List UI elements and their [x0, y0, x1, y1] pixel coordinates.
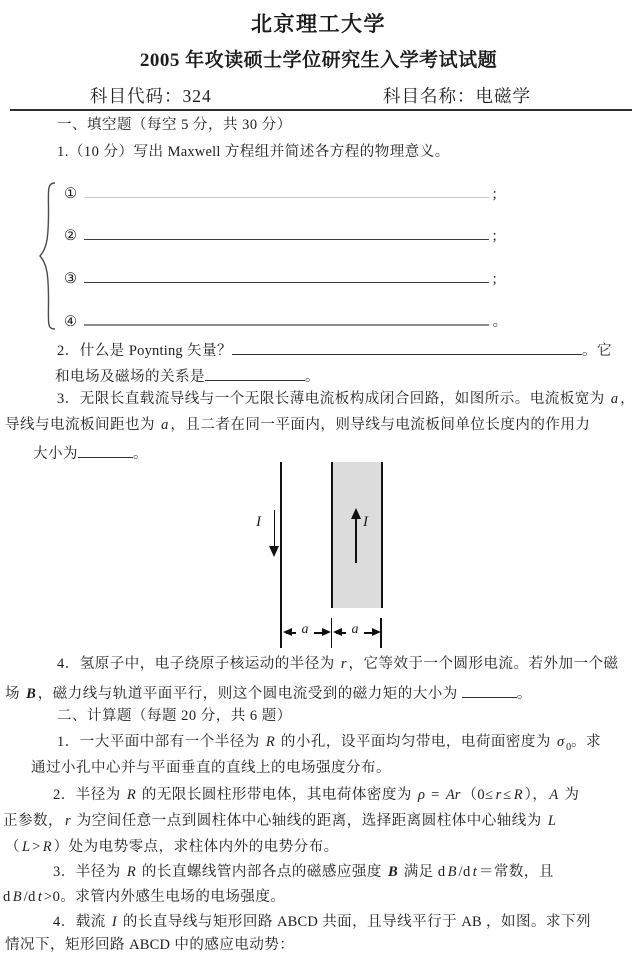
text-segment: 的无限长圆柱形带电体，其电荷体密度为 [137, 787, 416, 803]
header-divider [10, 109, 632, 111]
subject-name-label: 科目名称：电磁学 [383, 86, 531, 106]
text-segment: R [513, 787, 523, 803]
text-segment: 。 [133, 446, 148, 462]
blank-underline [78, 441, 133, 458]
text-segment: A [549, 787, 559, 803]
dim-arrowhead-icon [322, 628, 331, 636]
text-segment: 。求 [571, 734, 602, 750]
text-segment: AB [461, 914, 482, 930]
item-number: ④ [64, 314, 78, 330]
text-segment: Ar [445, 787, 461, 803]
text-segment: /d [23, 889, 36, 905]
section2-heading [57, 707, 292, 726]
fill-q1-text [57, 143, 450, 162]
text-segment: ）处为电势零点，求柱体内外的电势分布。 [53, 839, 339, 855]
sheet-current-label: I [363, 514, 368, 530]
blank-underline [84, 308, 489, 326]
text-segment: ，如图。求下列 [481, 914, 591, 930]
text-segment: B [447, 864, 457, 880]
item-number: ① [64, 186, 78, 202]
text-segment: B [387, 864, 398, 880]
up-current-arrow [355, 517, 357, 563]
dim-arrowhead-icon [333, 628, 342, 636]
maxwell-item-2 [64, 223, 497, 246]
text-segment: Maxwell [167, 144, 221, 160]
text-segment: ，它等效于一个圆形电流。若外加一个磁 [348, 656, 619, 672]
text-segment: t [37, 889, 42, 905]
text-segment: r [340, 656, 347, 672]
text-segment: B [12, 889, 22, 905]
text-segment: 正参数， [3, 813, 63, 829]
gap-dimension-label: a [296, 622, 314, 638]
text-segment: ρ [417, 787, 425, 803]
text-segment: 1．一大平面中部有一个半径为 [57, 734, 264, 750]
item-number: ③ [64, 271, 78, 287]
fill-q3-line2 [5, 416, 590, 435]
text-segment: 。 [488, 314, 508, 330]
text-segment: r [495, 787, 502, 803]
text-segment: ， [620, 391, 636, 407]
maxwell-item-1 [64, 181, 497, 204]
width-dimension-label: a [346, 622, 364, 638]
wire-current-label: I [256, 514, 261, 530]
calc-q2-line3 [5, 838, 339, 857]
text-segment: L [22, 839, 31, 855]
text-segment: 。 [305, 369, 320, 385]
text-segment: 和电场及磁场的关系是 [55, 369, 205, 385]
text-segment: σ [556, 734, 565, 750]
blank-underline [462, 681, 517, 698]
subject-code-label: 科目代码：324 [90, 86, 212, 106]
left-brace [34, 180, 58, 332]
text-segment: 。 [516, 686, 532, 702]
university-title: 北京理工大学 [251, 12, 386, 36]
current-sheet [331, 462, 383, 608]
text-segment: /d [458, 864, 471, 880]
text-segment: a [161, 417, 169, 433]
text-segment: 1.（10 分）写出 [57, 144, 168, 160]
text-segment: （0≤ [462, 787, 494, 803]
maxwell-item-3 [64, 266, 497, 289]
exam-title: 2005 年攻读硕士学位研究生入学考试试题 [139, 50, 498, 71]
blank-underline [84, 181, 489, 198]
text-segment: I [111, 914, 117, 930]
text-segment: 中的感应电动势： [170, 937, 295, 953]
text-segment: 共面，且导线平行于 [318, 914, 462, 930]
text-segment: ）， [524, 787, 548, 803]
fill-q2-line1 [57, 338, 612, 361]
text-segment: = [426, 787, 444, 803]
text-segment: ，磁力线与轨道平面平行，则这个圆电流受到的磁力矩的大小为 [37, 686, 462, 702]
text-segment: （ [5, 839, 20, 855]
text-segment: R [126, 864, 136, 880]
text-segment: ＝常数，且 [478, 864, 554, 880]
calc-q3-line2 [3, 888, 285, 907]
dimension-tick [280, 618, 282, 648]
text-segment: >0。求管内外感生电场的电场强度。 [43, 889, 286, 905]
text-segment: ≤ [503, 787, 512, 803]
straight-wire-line [280, 462, 282, 618]
text-segment: 场 [5, 686, 25, 702]
text-segment: 2．半径为 [53, 787, 125, 803]
text-segment: 情况下，矩形回路 [5, 937, 130, 953]
text-segment: 3．半径为 [53, 864, 125, 880]
calc-q4-line1 [53, 913, 591, 932]
fill-q2-line2 [55, 364, 320, 387]
calc-q3-line1 [53, 863, 554, 882]
text-segment: 矢量？ [182, 343, 232, 359]
text-segment: 的长直螺线管内部各点的磁感应强度 [137, 864, 386, 880]
calc-q2-line1 [53, 786, 579, 805]
calc-q2-line2 [3, 812, 558, 831]
fill-q4-line1 [57, 655, 619, 674]
text-segment: 4．载流 [53, 914, 110, 930]
down-arrowhead-icon [269, 546, 279, 557]
text-segment: ABCD [129, 937, 171, 953]
text-segment: 满足 d [399, 864, 446, 880]
text-segment: R [265, 734, 275, 750]
text-segment: ; [488, 271, 498, 287]
text-segment: R [126, 787, 136, 803]
dim-arrowhead-icon [372, 628, 381, 636]
text-segment: ; [488, 186, 498, 202]
text-segment: 导线与电流板间距也为 [5, 417, 160, 433]
calc-q4-line2 [5, 936, 294, 955]
calc-q1-line1 [57, 733, 601, 757]
text-segment: Poynting [128, 343, 183, 359]
text-segment: R [42, 839, 52, 855]
blank-underline [205, 364, 305, 381]
fill-q3-line1 [57, 390, 635, 409]
text-segment: r [65, 813, 71, 829]
down-current-arrow [274, 510, 276, 548]
text-segment: 的长直导线与矩形回路 [118, 914, 277, 930]
text-segment: 的小孔，设平面均匀带电，电荷面密度为 [276, 734, 555, 750]
section1-heading [57, 116, 292, 135]
text-segment: d [3, 889, 11, 905]
text-segment: 为空间任意一点到圆柱体中心轴线的距离，选择距离圆柱体中心轴线为 [72, 813, 546, 829]
text-segment: L [547, 813, 556, 829]
blank-underline [232, 338, 582, 355]
text-segment: ; [488, 228, 498, 244]
text-segment: 0 [566, 742, 572, 753]
text-segment: 大小为 [33, 446, 78, 462]
text-segment: 。它 [581, 343, 612, 359]
text-segment: ABCD [276, 914, 319, 930]
text-segment: ，且二者在同一平面内，则导线与电流板间单位长度内的作用力 [170, 417, 591, 433]
text-segment: a [610, 391, 619, 407]
text-segment: 3．无限长直载流导线与一个无限长薄电流板构成闭合回路，如图所示。电流板宽为 [57, 391, 609, 407]
text-segment: 二、计算题（每题 20 分，共 6 题） [57, 708, 292, 724]
text-segment: t [472, 864, 477, 880]
text-segment: 4．氢原子中，电子绕原子核运动的半径为 [57, 656, 339, 672]
dim-arrowhead-icon [283, 628, 292, 636]
wire-and-current-sheet-figure [0, 460, 637, 652]
fill-q4-line2 [5, 681, 532, 704]
text-segment: 2．什么是 [57, 343, 129, 359]
text-segment: 为 [560, 787, 580, 803]
blank-underline [84, 223, 489, 240]
text-segment: 通过小孔中心并与平面垂直的直线上的电场强度分布。 [31, 760, 391, 776]
blank-underline [84, 266, 489, 283]
text-segment: > [32, 839, 41, 855]
text-segment: 方程组并简述各方程的物理意义。 [220, 144, 450, 160]
calc-q1-line2 [31, 759, 391, 778]
item-number: ② [64, 228, 78, 244]
text-segment: B [26, 686, 36, 702]
maxwell-item-4 [64, 308, 508, 332]
text-segment: 一、填空题（每空 5 分，共 30 分） [57, 117, 292, 133]
